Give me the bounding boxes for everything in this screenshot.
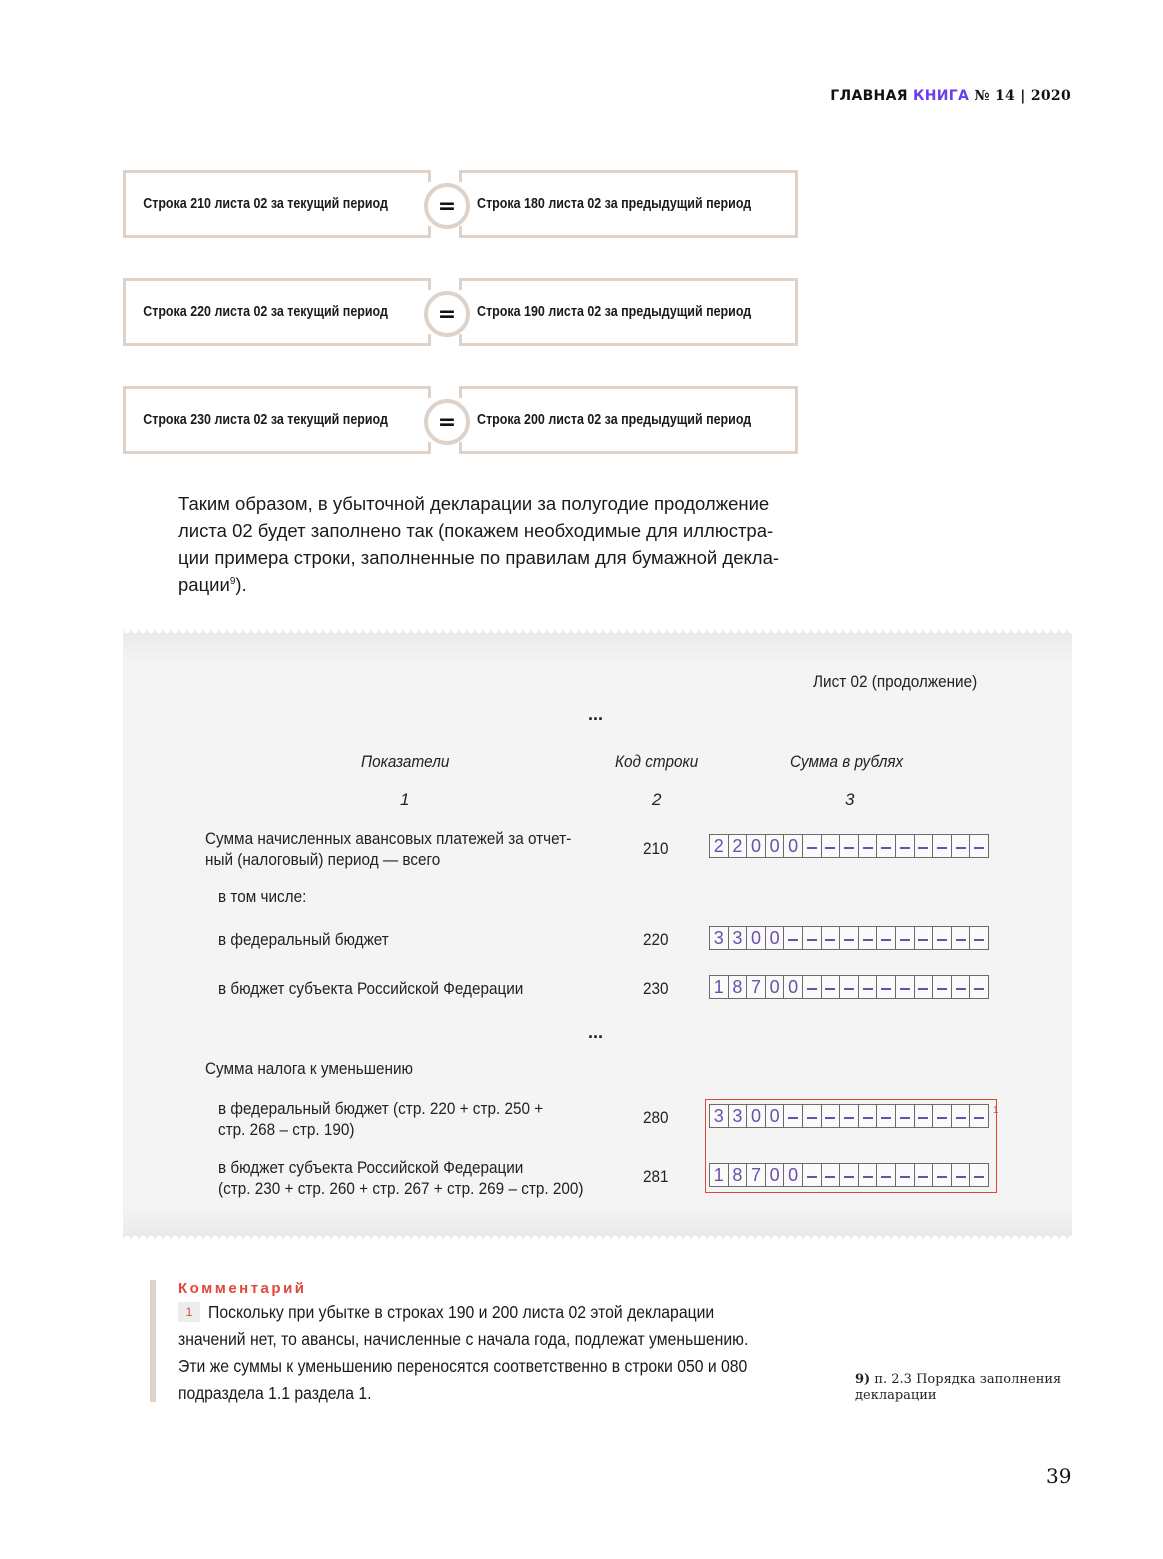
ellipsis: ... bbox=[588, 704, 604, 724]
ellipsis: ... bbox=[588, 1022, 604, 1042]
row-label-line: стр. 268 – стр. 190) bbox=[218, 1120, 355, 1139]
empty-cell bbox=[859, 927, 878, 949]
box-edge bbox=[428, 334, 431, 346]
footnote-reference[interactable]: 9 bbox=[229, 575, 236, 587]
empty-cell bbox=[915, 976, 934, 998]
digit-cell: 8 bbox=[729, 976, 748, 998]
row-code-text: 281 bbox=[643, 1167, 669, 1186]
torn-edge-top bbox=[123, 630, 1072, 662]
column-header-sum bbox=[790, 752, 916, 772]
empty-cell bbox=[784, 927, 803, 949]
column-header-text: Сумма в рублях bbox=[790, 752, 904, 771]
digit-cell: 3 bbox=[710, 1105, 729, 1127]
digit-cell: 0 bbox=[766, 976, 785, 998]
row-label-line: Сумма начисленных авансовых платежей за отчет- bbox=[205, 829, 572, 848]
row-code-text: 280 bbox=[643, 1108, 669, 1127]
highlight-marker[interactable]: 1 bbox=[993, 1105, 999, 1116]
paragraph-line: листа 02 будет заполнено так (покажем необходимые для иллюстра- bbox=[178, 520, 774, 541]
equation-row-1 bbox=[123, 170, 801, 238]
column-number-2: 2 bbox=[652, 790, 662, 809]
lead-paragraph bbox=[178, 490, 798, 598]
empty-cell bbox=[970, 835, 988, 857]
digit-cell: 0 bbox=[784, 1164, 803, 1186]
torn-edge-bottom bbox=[123, 1207, 1072, 1239]
paragraph-text: ). bbox=[235, 574, 247, 595]
row-label bbox=[218, 1157, 624, 1199]
digit-cell: 3 bbox=[710, 927, 729, 949]
row-label-line: (стр. 230 + стр. 260 + стр. 267 + стр. 269 – стр. 200) bbox=[218, 1179, 584, 1198]
empty-cell bbox=[933, 976, 952, 998]
digit-cell: 7 bbox=[747, 976, 766, 998]
comment-body bbox=[178, 1299, 818, 1407]
empty-cell bbox=[877, 835, 896, 857]
equation-left-box bbox=[123, 386, 428, 454]
digit-cell: 8 bbox=[729, 1164, 748, 1186]
empty-cell bbox=[840, 976, 859, 998]
column-number-3: 3 bbox=[845, 790, 855, 809]
row-label bbox=[218, 887, 316, 907]
comment-block bbox=[150, 1280, 818, 1402]
empty-cell bbox=[803, 835, 822, 857]
comment-line: подраздела 1.1 раздела 1. bbox=[178, 1383, 372, 1403]
sheet-title-text: Лист 02 (продолжение) bbox=[813, 672, 978, 691]
empty-cell bbox=[970, 976, 988, 998]
highlight-frame bbox=[705, 1099, 997, 1193]
digit-cell: 0 bbox=[747, 1105, 766, 1127]
digit-cell: 2 bbox=[710, 835, 729, 857]
empty-cell bbox=[877, 976, 896, 998]
sheet-title bbox=[813, 672, 995, 692]
column-header-text: Код строки bbox=[615, 752, 699, 771]
digit-cell: 0 bbox=[766, 1105, 785, 1127]
brand-name-part2: КНИГА bbox=[912, 88, 970, 104]
column-number-1: 1 bbox=[400, 790, 410, 809]
equation-right-box bbox=[459, 386, 798, 454]
digit-cell: 0 bbox=[747, 835, 766, 857]
row-label-line: в федеральный бюджет (стр. 220 + стр. 250 + bbox=[218, 1099, 544, 1118]
box-edge bbox=[459, 170, 462, 182]
empty-cell bbox=[952, 927, 971, 949]
sum-cells bbox=[709, 834, 989, 858]
digit-cell: 2 bbox=[729, 835, 748, 857]
empty-cell bbox=[822, 927, 841, 949]
empty-cell bbox=[896, 927, 915, 949]
row-code-text: 210 bbox=[643, 839, 669, 858]
equation-right-text: Строка 190 листа 02 за предыдущий период bbox=[477, 304, 752, 320]
equation-right-text: Строка 200 листа 02 за предыдущий период bbox=[477, 412, 752, 428]
form-sheet-panel bbox=[123, 630, 1072, 1239]
digit-cell: 0 bbox=[766, 1164, 785, 1186]
column-header-indicators bbox=[361, 752, 459, 772]
box-edge bbox=[459, 442, 462, 454]
empty-cell bbox=[915, 927, 934, 949]
empty-cell bbox=[933, 835, 952, 857]
magazine-header bbox=[830, 88, 1071, 104]
box-edge bbox=[459, 386, 462, 398]
equation-right-text: Строка 180 листа 02 за предыдущий период bbox=[477, 196, 752, 212]
box-edge bbox=[428, 226, 431, 238]
box-edge bbox=[428, 386, 431, 398]
equation-row-3 bbox=[123, 386, 801, 454]
empty-cell bbox=[896, 835, 915, 857]
row-code bbox=[643, 930, 671, 950]
column-header-text: Показатели bbox=[361, 752, 450, 771]
digit-cell: 1 bbox=[710, 1164, 729, 1186]
comment-line: Поскольку при убытке в строках 190 и 200 листа 02 этой декларации bbox=[208, 1302, 715, 1322]
empty-cell bbox=[822, 835, 841, 857]
digit-cell: 0 bbox=[784, 835, 803, 857]
section-label-text: Сумма налога к уменьшению bbox=[205, 1059, 414, 1078]
row-label-line: в бюджет субъекта Российской Федерации bbox=[218, 1158, 524, 1177]
equation-left-text: Строка 210 листа 02 за текущий период bbox=[143, 196, 388, 212]
empty-cell bbox=[840, 927, 859, 949]
comment-line: значений нет, то авансы, начисленные с начала года, подлежат уменьшению. bbox=[178, 1329, 749, 1349]
column-header-code bbox=[615, 752, 707, 772]
box-edge bbox=[428, 170, 431, 182]
empty-cell bbox=[822, 976, 841, 998]
empty-cell bbox=[840, 835, 859, 857]
row-label-line: в бюджет субъекта Российской Федерации bbox=[218, 979, 524, 998]
row-code bbox=[643, 1108, 671, 1128]
empty-cell bbox=[803, 976, 822, 998]
box-edge bbox=[459, 226, 462, 238]
sum-cells bbox=[709, 926, 989, 950]
section-label bbox=[205, 1059, 436, 1079]
digit-cell: 0 bbox=[747, 927, 766, 949]
row-code bbox=[643, 979, 671, 999]
equals-icon: = bbox=[424, 183, 470, 229]
empty-cell bbox=[952, 976, 971, 998]
equation-left-text: Строка 220 листа 02 за текущий период bbox=[143, 304, 388, 320]
paragraph-line bbox=[178, 571, 798, 598]
row-label-line: в федеральный бюджет bbox=[218, 930, 389, 949]
footnote-number: 9) bbox=[855, 1372, 871, 1387]
digit-cell: 0 bbox=[766, 835, 785, 857]
comment-line: Эти же суммы к уменьшению переносятся соответственно в строки 050 и 080 bbox=[178, 1356, 748, 1376]
paragraph-line: Таким образом, в убыточной декларации за полугодие продолжение bbox=[178, 493, 770, 514]
digit-cell: 3 bbox=[729, 927, 748, 949]
brand-name-part1: ГЛАВНАЯ bbox=[830, 88, 908, 104]
empty-cell bbox=[877, 927, 896, 949]
sum-cells bbox=[709, 975, 989, 999]
equation-left-text: Строка 230 листа 02 за текущий период bbox=[143, 412, 388, 428]
row-code-text: 230 bbox=[643, 979, 669, 998]
row-code bbox=[643, 1167, 671, 1187]
digit-cell: 0 bbox=[766, 927, 785, 949]
equation-row-2 bbox=[123, 278, 801, 346]
empty-cell bbox=[952, 835, 971, 857]
page-number: 39 bbox=[1046, 1464, 1072, 1488]
digit-cell: 1 bbox=[710, 976, 729, 998]
comment-title: Комментарий bbox=[178, 1280, 307, 1297]
empty-cell bbox=[896, 976, 915, 998]
row-code-text: 220 bbox=[643, 930, 669, 949]
comment-number-badge: 1 bbox=[178, 1302, 200, 1322]
empty-cell bbox=[859, 835, 878, 857]
equals-icon: = bbox=[424, 399, 470, 445]
row-label-line: в том числе: bbox=[218, 887, 307, 906]
digit-cell: 7 bbox=[747, 1164, 766, 1186]
equation-right-box bbox=[459, 278, 798, 346]
box-edge bbox=[459, 334, 462, 346]
paragraph-text: рации bbox=[178, 574, 230, 595]
row-label bbox=[218, 930, 408, 950]
footnote bbox=[855, 1372, 1065, 1404]
digit-cell: 3 bbox=[729, 1105, 748, 1127]
row-code bbox=[643, 839, 671, 859]
empty-cell bbox=[933, 927, 952, 949]
empty-cell bbox=[915, 835, 934, 857]
equation-left-box bbox=[123, 278, 428, 346]
issue-number: № 14 | 2020 bbox=[974, 88, 1071, 104]
digit-cell: 0 bbox=[784, 976, 803, 998]
paragraph-line: ции примера строки, заполненные по правилам для бумажной декла- bbox=[178, 547, 780, 568]
empty-cell bbox=[803, 927, 822, 949]
empty-cell bbox=[970, 927, 988, 949]
box-edge bbox=[428, 278, 431, 290]
box-edge bbox=[428, 442, 431, 454]
row-label bbox=[218, 979, 557, 999]
footnote-text: п. 2.3 Порядка заполнения декларации bbox=[855, 1372, 1062, 1403]
equation-right-box bbox=[459, 170, 798, 238]
row-label bbox=[218, 1098, 579, 1140]
row-label-line: ный (налоговый) период — всего bbox=[205, 850, 441, 869]
row-label bbox=[205, 828, 612, 870]
empty-cell bbox=[859, 976, 878, 998]
box-edge bbox=[459, 278, 462, 290]
equals-icon: = bbox=[424, 291, 470, 337]
equation-left-box bbox=[123, 170, 428, 238]
